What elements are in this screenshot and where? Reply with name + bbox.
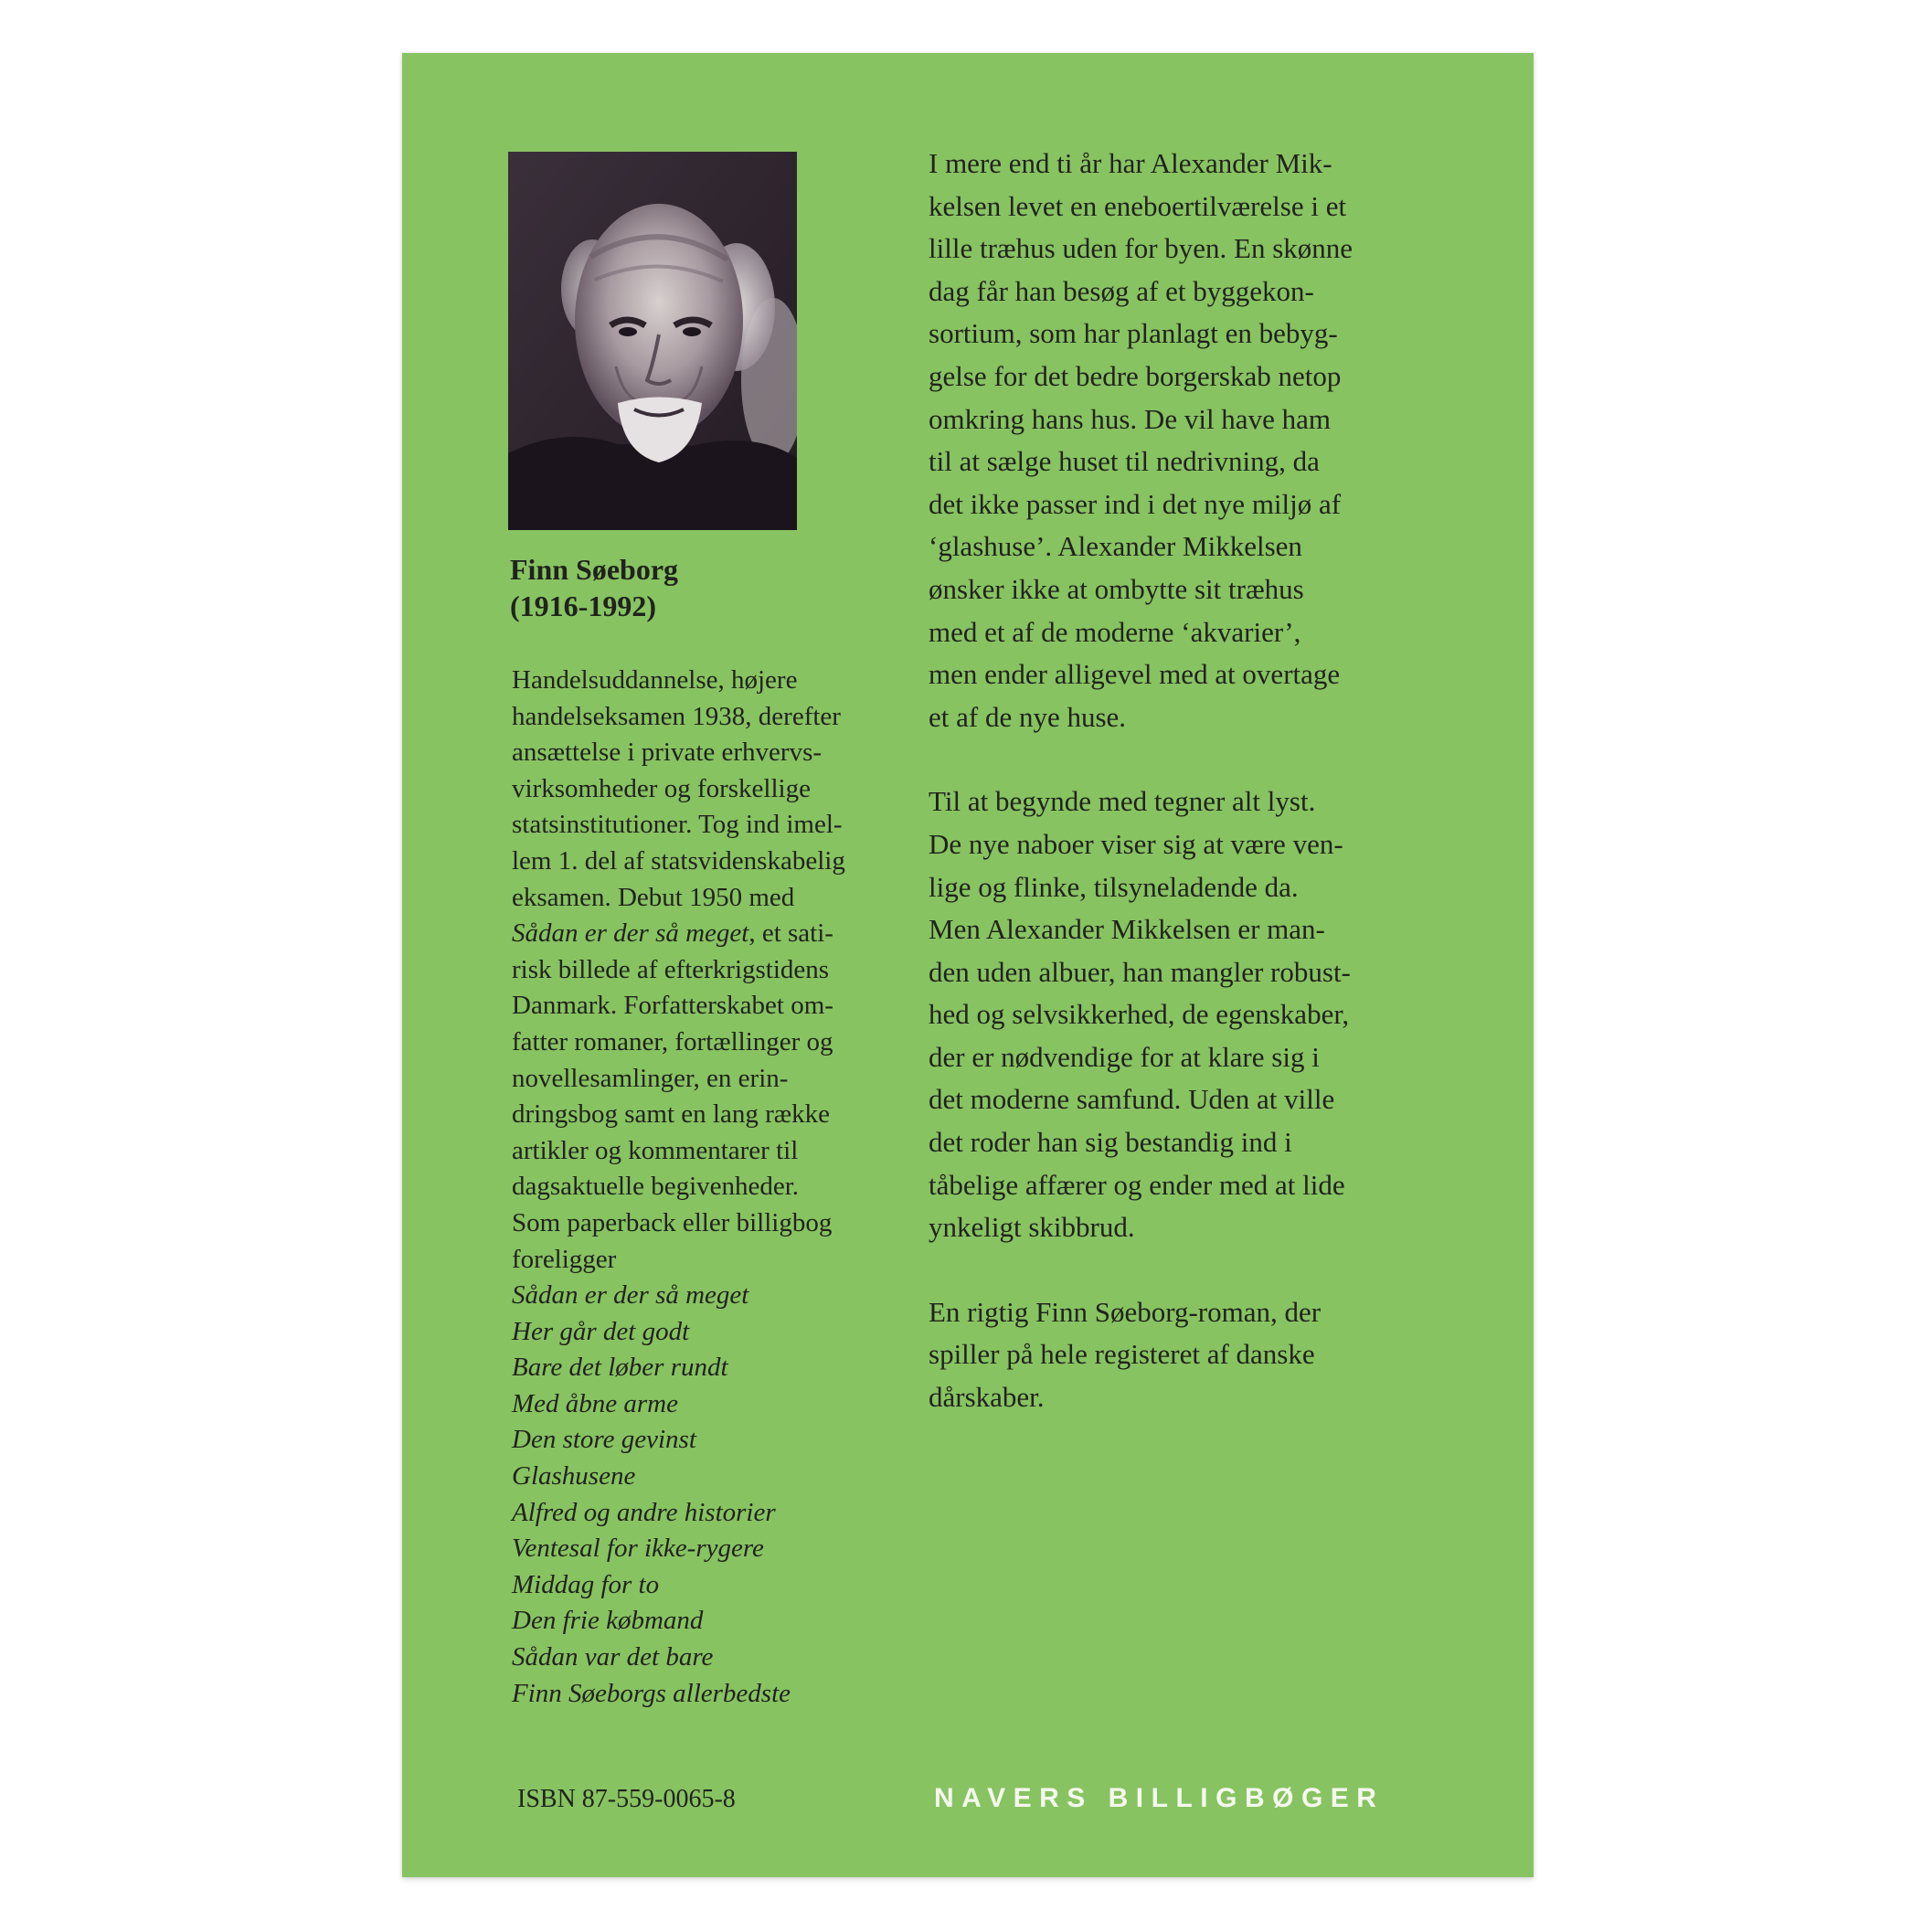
description-line: sortium, som har planlagt en bebyg-	[929, 317, 1338, 350]
description-line: dårskaber.	[929, 1381, 1045, 1414]
description-line: dag får han besøg af et byggekon-	[929, 274, 1314, 307]
bio-line: risk billede af efterkrigstidens	[512, 954, 830, 984]
book-title: Her går det godt	[512, 1316, 690, 1346]
bio-line: Som paperback eller billigbog	[512, 1207, 833, 1237]
book-title: Med åbne arme	[512, 1388, 679, 1418]
author-name: Finn Søeborg	[510, 553, 679, 586]
description-line: det ikke passer ind i det nye miljø af	[929, 487, 1342, 520]
bio-text	[512, 663, 914, 1278]
bio-line: handelseksamen 1938, derefter	[512, 701, 841, 731]
bio-line: fatter romaner, fortællinger og	[512, 1026, 833, 1056]
description-line: med et af de moderne ‘akvarier’,	[929, 615, 1301, 648]
description-paragraph	[929, 143, 1440, 738]
description-line: En rigtig Finn Søeborg-roman, der	[929, 1295, 1322, 1328]
description-line: men ender alligevel med at overtage	[929, 658, 1341, 691]
bio-line: ansættelse i private erhvervs-	[512, 738, 823, 768]
description-line: ‘glashuse’. Alexander Mikkelsen	[929, 530, 1302, 563]
book-back-cover	[402, 53, 1534, 1877]
description-line: lige og flinke, tilsyneladende da.	[929, 870, 1299, 903]
bio-line: foreligger	[512, 1244, 617, 1274]
book-title: Den frie købmand	[512, 1606, 704, 1636]
description-line: I mere end ti år har Alexander Mik-	[929, 147, 1332, 179]
description-line: hed og selvsikkerhed, de egenskaber,	[929, 998, 1350, 1031]
description-line: kelsen levet en eneboertilværelse i et	[929, 189, 1347, 222]
description-line: De nye naboer viser sig at være ven-	[929, 827, 1343, 860]
bio-line: Handelsuddannelse, højere	[512, 665, 798, 695]
description-line: Men Alexander Mikkelsen er man-	[929, 913, 1325, 946]
book-title: Alfred og andre historier	[512, 1497, 776, 1527]
author-portrait	[508, 152, 797, 530]
book-title-list	[512, 1278, 914, 1712]
bio-line: dagsaktuelle begivenheder.	[512, 1172, 800, 1202]
isbn: ISBN 87-559-0065-8	[517, 1785, 736, 1813]
description-line: gelse for det bedre borgerskab netop	[929, 359, 1342, 392]
bio-line: virksomheder og forskellige	[512, 773, 811, 803]
bio-line: Danmark. Forfatterskabet om-	[512, 991, 833, 1021]
book-title: Bare det løber rundt	[512, 1353, 728, 1383]
description-line: Til at begynde med tegner alt lyst.	[929, 785, 1316, 818]
description-line: ynkeligt skibbrud.	[929, 1211, 1135, 1244]
description-paragraph	[929, 780, 1440, 1249]
description-line: der er nødvendige for at klare sig i	[929, 1040, 1320, 1073]
bio-line: artikler og kommentarer til	[512, 1135, 799, 1165]
author-years: (1916-1992)	[510, 589, 656, 622]
description-line: tåbelige affærer og ender med at lide	[929, 1168, 1345, 1201]
bio-line	[512, 916, 914, 952]
author-portrait-image	[508, 152, 797, 530]
book-title: Finn Søeborgs allerbedste	[512, 1678, 791, 1708]
description-line: det moderne samfund. Uden at ville	[929, 1083, 1335, 1116]
bio-line: eksamen. Debut 1950 med	[512, 882, 795, 912]
book-title: Sådan er der så meget	[512, 1280, 749, 1311]
bio-line: lem 1. del af statsvidenskabelig	[512, 845, 845, 876]
bio-segment: , et sati-	[748, 918, 833, 949]
book-title: Middag for to	[512, 1569, 660, 1599]
description-line: ønsker ikke at ombytte sit træhus	[929, 572, 1304, 605]
book-title: Den store gevinst	[512, 1425, 696, 1455]
description-line: et af de nye huse.	[929, 700, 1127, 733]
bio-segment: Sådan er der så meget	[512, 918, 749, 949]
description-line: spiller på hele registeret af danske	[929, 1338, 1315, 1371]
description-line: den uden albuer, han mangler robust-	[929, 955, 1351, 988]
book-title: Ventesal for ikke-rygere	[512, 1534, 764, 1564]
description-paragraph	[929, 1291, 1440, 1419]
publisher-logo-text: NAVERS BILLIGBØGER	[934, 1783, 1385, 1813]
bio-line: statsinstitutioner. Tog ind imel-	[512, 810, 843, 840]
description-line: det roder han sig bestandig ind i	[929, 1126, 1292, 1159]
book-description	[929, 143, 1440, 1419]
book-title: Sådan var det bare	[512, 1642, 714, 1672]
bio-line: dringsbog samt en lang række	[512, 1099, 830, 1130]
bio-line: novellesamlinger, en erin-	[512, 1063, 789, 1093]
description-line: lille træhus uden for byen. En skønne	[929, 232, 1353, 265]
book-title: Glashusene	[512, 1461, 636, 1491]
description-line: omkring hans hus. De vil have ham	[929, 402, 1331, 435]
author-bio	[512, 663, 914, 1712]
description-line: til at sælge huset til nedrivning, da	[929, 445, 1320, 478]
